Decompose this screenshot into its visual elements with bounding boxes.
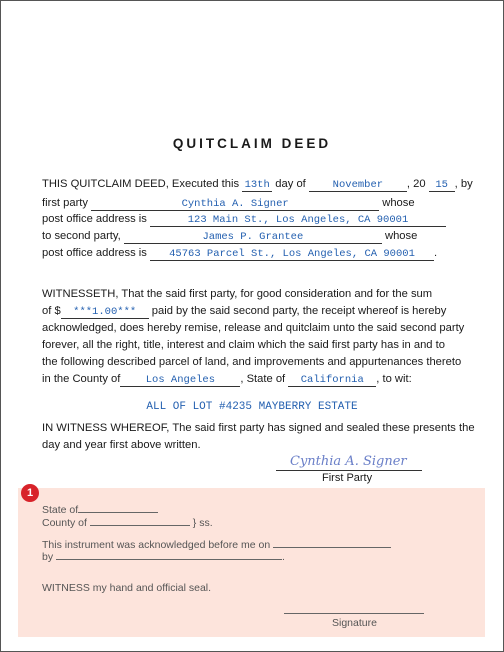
static-text: whose <box>382 197 415 209</box>
county-field[interactable]: Los Angeles <box>120 374 240 387</box>
sum-field[interactable]: ***1.00*** <box>61 306 149 319</box>
first-party-field[interactable]: Cynthia A. Signer <box>91 198 379 211</box>
static-text: day of <box>275 178 306 190</box>
first-address-field[interactable]: 123 Main St., Los Angeles, CA 90001 <box>150 214 446 227</box>
first-party-label: First Party <box>322 472 373 484</box>
state-field[interactable]: California <box>288 374 376 387</box>
notary-signature-label: Signature <box>332 617 377 629</box>
static-text: , State of <box>240 373 286 385</box>
in-witness-line-1: IN WITNESS WHEREOF, The said first party has signed and sealed these presents the <box>42 422 475 434</box>
signature: Cynthia A. Signer <box>290 454 407 469</box>
static-text: post office address is <box>42 213 147 225</box>
notary-state-line <box>42 502 158 516</box>
witnesseth-line-5: the following described parcel of land, and improvements and appurtenances thereto <box>42 356 462 368</box>
static-text: . <box>282 551 285 563</box>
witnesseth-line-4: forever, all the right, title, interest and claim which the said first party has in and to <box>42 339 445 351</box>
static-text: } ss. <box>192 517 213 529</box>
document-title: QUITCLAIM DEED <box>172 136 332 151</box>
static-text: THIS QUITCLAIM DEED, Executed this <box>42 178 240 190</box>
month-field[interactable]: November <box>309 179 407 192</box>
first-party-line <box>42 197 415 211</box>
static-text: This instrument was acknowledged before me on <box>42 539 271 551</box>
second-address-field[interactable]: 45763 Parcel St., Los Angeles, CA 90001 <box>150 248 434 261</box>
year-field[interactable]: 15 <box>429 179 455 192</box>
step-badge: 1 <box>21 484 39 502</box>
static-text: , 20 <box>406 178 426 190</box>
witnesseth-line-6 <box>42 373 412 387</box>
day-field[interactable]: 13th <box>242 179 272 192</box>
second-party-line <box>42 230 417 244</box>
notary-county-line <box>42 515 213 529</box>
witnesseth-line-2 <box>42 305 446 319</box>
static-text: State of <box>42 504 79 516</box>
notary-state-field[interactable] <box>78 502 158 513</box>
notary-by-line <box>42 549 285 563</box>
signature-line[interactable] <box>276 470 422 471</box>
static-text: of $ <box>42 305 61 317</box>
witnesseth-line-1: WITNESSETH, That the said first party, for good consideration and for the sum <box>42 288 433 300</box>
notary-date-field[interactable] <box>273 537 391 548</box>
static-text: whose <box>385 230 418 242</box>
static-text: to second party, <box>42 230 121 242</box>
static-text: post office address is <box>42 247 147 259</box>
notary-signature-line[interactable] <box>284 613 424 614</box>
execution-line <box>42 178 473 192</box>
notary-county-field[interactable] <box>90 515 190 526</box>
second-address-line <box>42 247 437 261</box>
notary-by-field[interactable] <box>56 549 282 560</box>
second-party-field[interactable]: James P. Grantee <box>124 231 382 244</box>
static-text: , by <box>454 178 473 190</box>
in-witness-line-2: day and year first above written. <box>42 439 201 451</box>
static-text: paid by the said second party, the receipt whereof is hereby <box>151 305 447 317</box>
static-text: in the County of <box>42 373 121 385</box>
static-text: by <box>42 551 54 563</box>
static-text: County of <box>42 517 87 529</box>
first-address-line <box>42 213 446 227</box>
witnesseth-line-3: acknowledged, does hereby remise, release and quitclaim unto the said second party <box>42 322 465 334</box>
notary-witness-line: WITNESS my hand and official seal. <box>42 582 212 594</box>
static-text: . <box>434 247 438 259</box>
static-text: , to wit: <box>376 373 412 385</box>
legal-description[interactable]: ALL OF LOT #4235 MAYBERRY ESTATE <box>146 401 358 413</box>
static-text: first party <box>42 197 89 209</box>
